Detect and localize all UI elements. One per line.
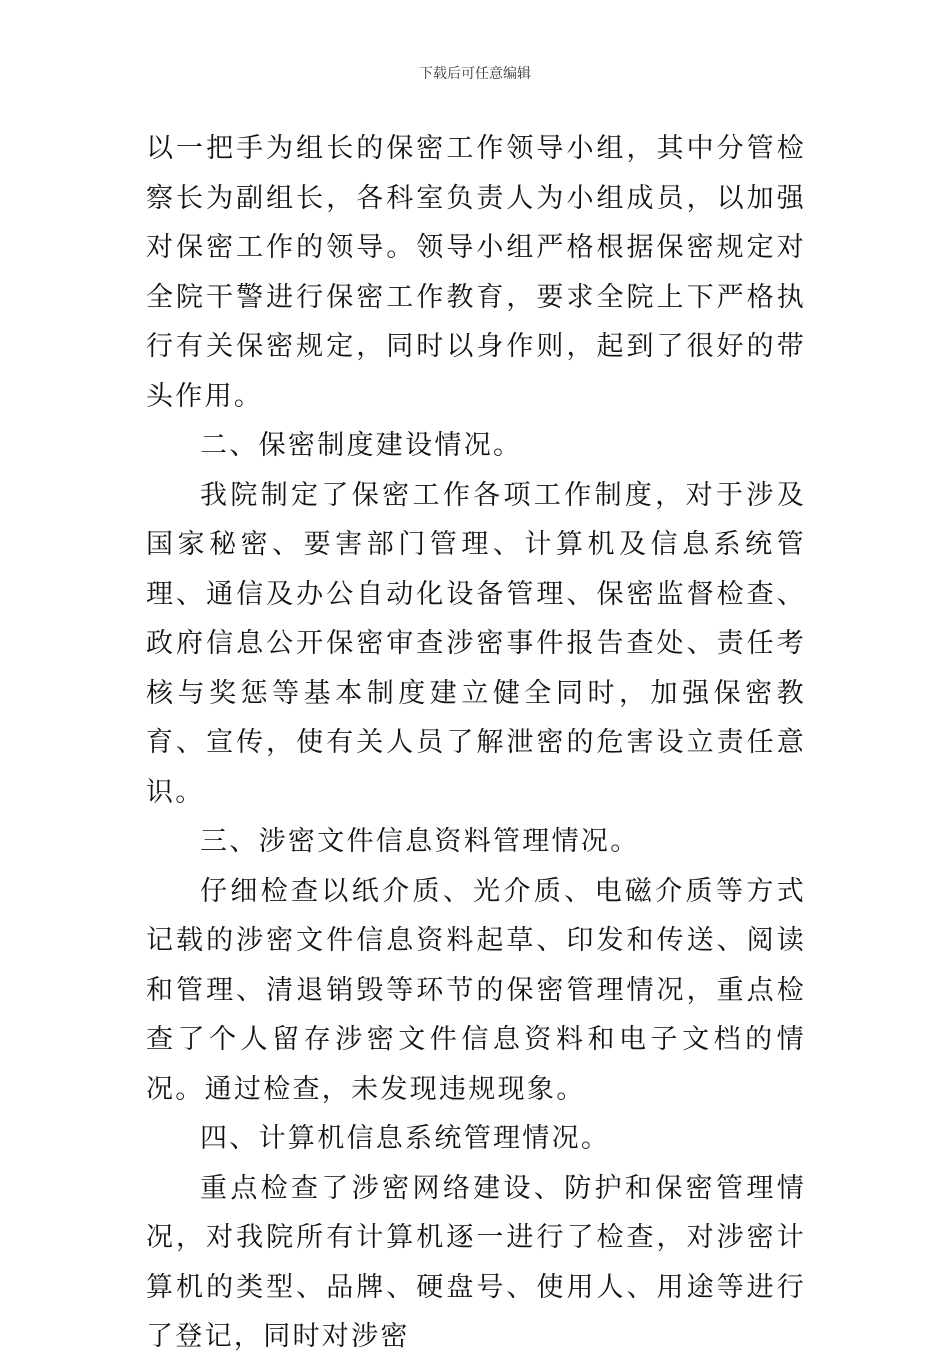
section-heading-system-construction: 二、保密制度建设情况。 xyxy=(200,430,523,461)
paragraph-classified-documents: 仔细检查以纸介质、光介质、电磁介质等方式记载的涉密文件信息资料起草、印发和传送、阅读和管理、清退销毁等环节的保密管理情况，重点检查了个人留存涉密文件信息资料和电子文档的情况。通过检查，未发现违规现象。 xyxy=(146,875,806,1105)
section-heading-computer-systems: 四、计算机信息系统管理情况。 xyxy=(200,1123,611,1154)
paragraph-leadership-group: 以一把手为组长的保密工作领导小组，其中分管检察长为副组长，各科室负责人为小组成员，以加强对保密工作的领导。领导小组严格根据保密规定对全院干警进行保密工作教育，要求全院上下严格执行有关保密规定，同时以身作则，起到了很好的带头作用。 xyxy=(146,133,806,412)
paragraph-system-construction: 我院制定了保密工作各项工作制度，对于涉及国家秘密、要害部门管理、计算机及信息系统管理、通信及办公自动化设备管理、保密监督检查、政府信息公开保密审查涉密事件报告查处、责任考核与奖惩等基本制度建立健全同时，加强保密教育、宣传，使有关人员了解泄密的危害设立责任意识。 xyxy=(146,479,806,808)
paragraph-computer-systems: 重点检查了涉密网络建设、防护和保密管理情况，对我院所有计算机逐一进行了检查，对涉密计算机的类型、品牌、硬盘号、使用人、用途等进行了登记，同时对涉密 xyxy=(146,1172,806,1352)
document-body xyxy=(146,124,806,1362)
section-heading-classified-documents: 三、涉密文件信息资料管理情况。 xyxy=(200,826,640,857)
page-header: 下载后可任意编辑 xyxy=(419,66,531,82)
